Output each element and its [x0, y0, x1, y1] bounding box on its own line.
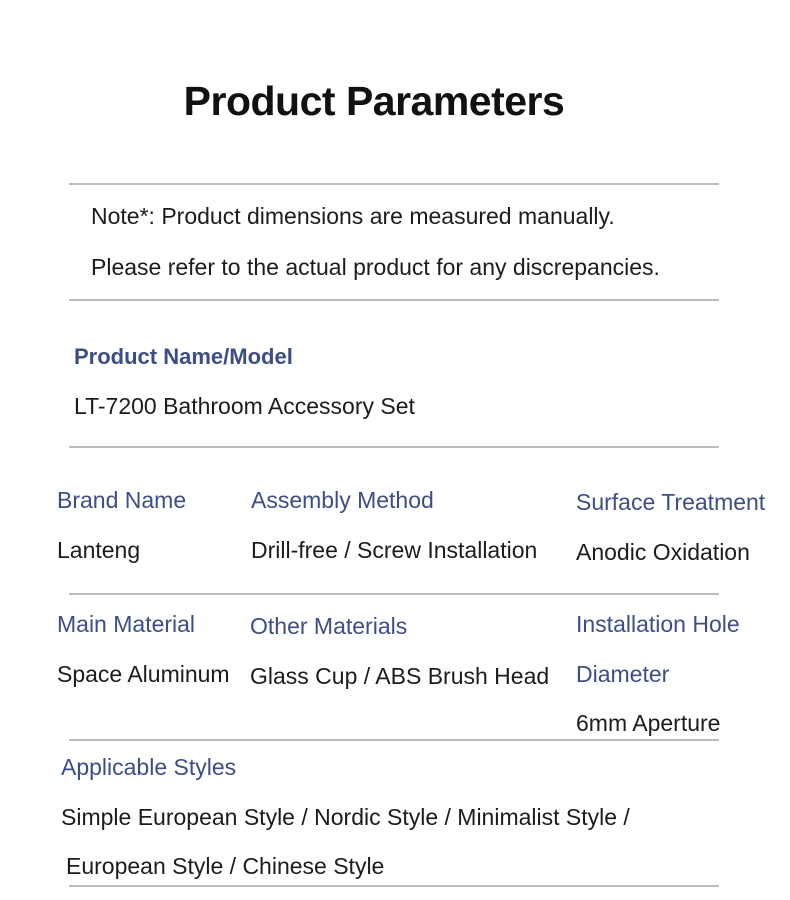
divider	[69, 299, 719, 301]
divider	[69, 739, 719, 741]
product-name-value: LT-7200 Bathroom Accessory Set	[74, 393, 415, 419]
installation-hole-value: 6mm Aperture	[576, 710, 721, 736]
note-line-2: Please refer to the actual product for any discrepancies.	[91, 254, 660, 280]
other-materials-label: Other Materials	[250, 613, 408, 639]
main-material-label: Main Material	[57, 611, 196, 637]
note-line-1: Note*: Product dimensions are measured manually.	[91, 203, 615, 229]
divider	[69, 183, 719, 185]
installation-hole-label: Installation Hole	[576, 611, 740, 637]
surface-treatment-label: Surface Treatment	[576, 489, 766, 515]
brand-name-label: Brand Name	[57, 487, 187, 513]
divider	[69, 593, 719, 595]
assembly-method-value: Drill-free / Screw Installation	[251, 537, 538, 563]
page-title: Product Parameters	[183, 78, 565, 124]
brand-name-value: Lanteng	[57, 537, 141, 563]
other-materials-value: Glass Cup / ABS Brush Head	[250, 663, 550, 689]
applicable-styles-line-2: European Style / Chinese Style	[66, 853, 385, 879]
product-name-label: Product Name/Model	[74, 344, 293, 369]
assembly-method-label: Assembly Method	[251, 487, 434, 513]
applicable-styles-label: Applicable Styles	[61, 754, 237, 780]
main-material-value: Space Aluminum	[57, 661, 230, 687]
divider	[69, 885, 719, 887]
applicable-styles-line-1: Simple European Style / Nordic Style / Minimalist Style /	[61, 804, 630, 830]
installation-hole-label-diameter: Diameter	[576, 661, 670, 687]
divider	[69, 446, 719, 448]
surface-treatment-value: Anodic Oxidation	[576, 539, 750, 565]
